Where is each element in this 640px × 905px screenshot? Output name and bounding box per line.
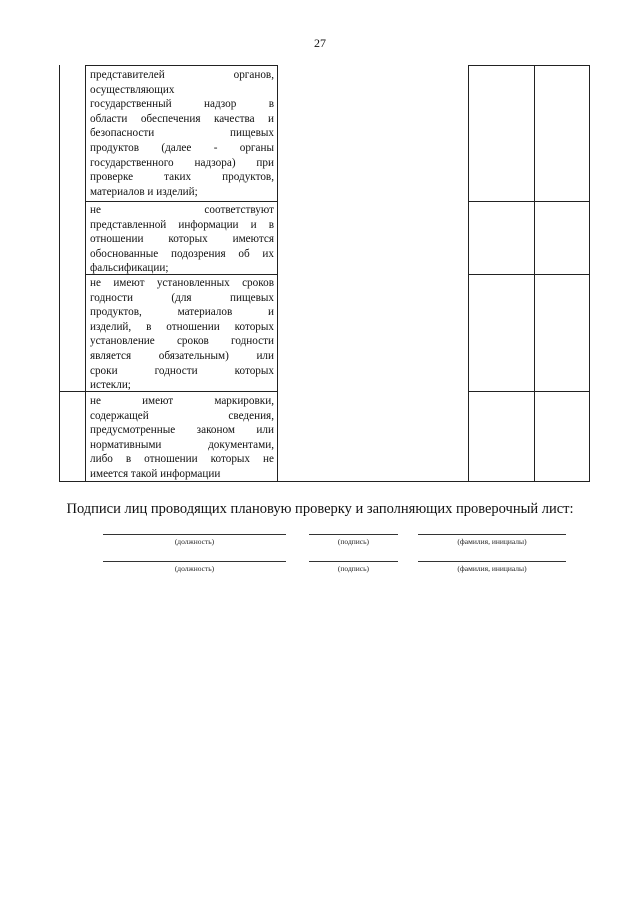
signature-line	[309, 561, 398, 562]
signature-label: (подпись)	[337, 537, 370, 546]
name-line	[418, 561, 566, 562]
signatures-caption: Подписи лиц проводящих плановую проверку и заполняющих проверочный лист:	[66, 501, 574, 517]
table-border-left	[59, 65, 60, 482]
signature-label: (подпись)	[337, 564, 370, 573]
table-top-border	[468, 65, 590, 66]
name-line	[418, 534, 566, 535]
table-row-divider	[468, 391, 590, 392]
requirement-text-labeling: не имеют маркировки, содержащей сведения, предусмотренные законом или нормативными документами, либо в отношении которых не имеется такой информации	[90, 395, 274, 480]
table-row-divider	[468, 201, 590, 202]
requirement-text-falsification: не соответствуют представленной информации и в отношении которых имеются обоснованные подозрения об их фальсификации;	[90, 204, 274, 275]
position-line	[103, 561, 286, 562]
requirement-text-shelf-life: не имеют установленных сроков годности (для пищевых продуктов, материалов и изделий, в отношении которых установление сроков годности является обязательным) или сроки годности которых истекли;	[90, 277, 274, 392]
checklist-table	[59, 65, 590, 482]
table-row-divider	[85, 201, 278, 202]
position-label: (должность)	[174, 537, 215, 546]
name-label: (фамилия, инициалы)	[457, 564, 527, 573]
requirement-text-officials: представителей органов, осуществляющих государственный надзор в области обеспечения качества и безопасности пищевых продуктов (далее - органы государственного надзора) при проверке таких продуктов, материалов и изделий;	[90, 69, 274, 198]
name-label: (фамилия, инициалы)	[457, 537, 527, 546]
position-label: (должность)	[174, 564, 215, 573]
position-line	[103, 534, 286, 535]
table-top-border	[85, 65, 278, 66]
page-number: 27	[314, 36, 326, 50]
table-row-divider	[468, 274, 590, 275]
signature-line	[309, 534, 398, 535]
